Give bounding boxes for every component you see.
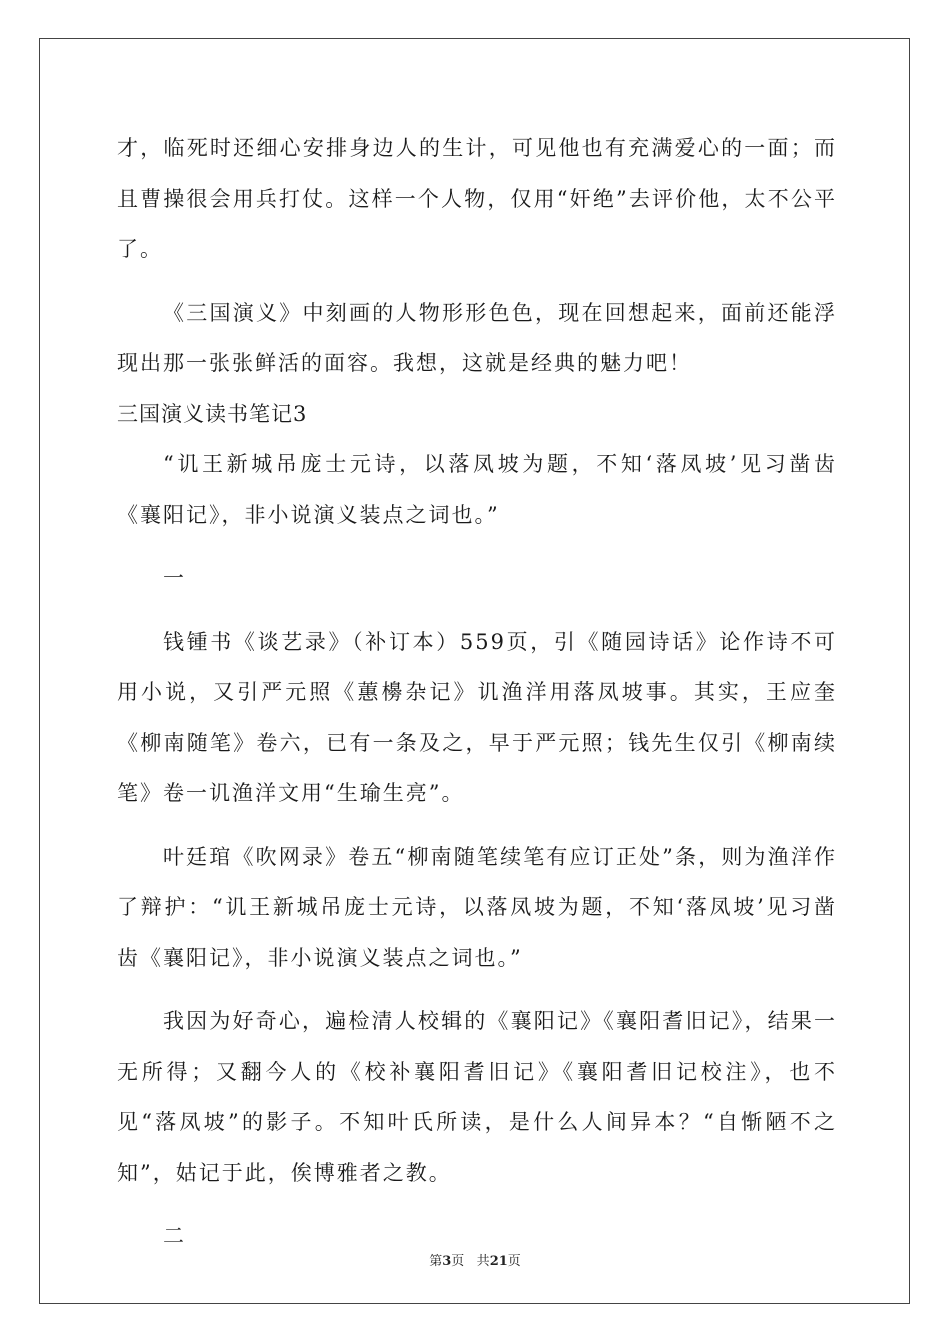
footer-prefix: 第 [429, 1254, 443, 1269]
paragraph-2: 《三国演义》中刻画的人物形形色色，现在回想起来，面前还能浮现出那一张张鲜活的面容。我想，这就是经典的魅力吧！ [117, 300, 837, 375]
section-number-2: 二 [163, 1224, 186, 1248]
document-body [117, 123, 837, 1262]
page-footer [0, 1250, 950, 1269]
section-number-1: 一 [163, 566, 186, 590]
paragraph-6: 我因为好奇心，遍检清人校辑的《襄阳记》《襄阳耆旧记》，结果一无所得；又翻今人的《校补襄阳耆旧记》《襄阳耆旧记校注》，也不见“落凤坡”的影子。不知叶氏所读，是什么人间异本？“自惭陋不之知”，姑记于此，俟博雅者之教。 [117, 1009, 837, 1185]
paragraph-3: “讥王新城吊庞士元诗，以落凤坡为题，不知‘落凤坡’见习凿齿《襄阳记》，非小说演义装点之词也。” [117, 452, 837, 527]
footer-page-number: 3 [442, 1254, 452, 1269]
section-heading: 三国演义读书笔记3 [117, 401, 308, 426]
paragraph-4: 钱锺书《谈艺录》（补订本）559页，引《随园诗话》论作诗不可用小说，又引严元照《蕙櫋杂记》讥渔洋用落凤坡事。其实，王应奎《柳南随笔》卷六，已有一条及之，早于严元照；钱先生仅引《柳南续笔》卷一讥渔洋文用“生瑜生亮”。 [117, 629, 837, 805]
footer-total-prefix: 共 [476, 1254, 490, 1269]
footer-total-pages: 21 [489, 1254, 508, 1269]
paragraph-1: 才，临死时还细心安排身边人的生计，可见他也有充满爱心的一面；而且曹操很会用兵打仗。这样一个人物，仅用“奸绝”去评价他，太不公平了。 [117, 136, 837, 261]
footer-total-suffix: 页 [507, 1254, 521, 1269]
paragraph-5: 叶廷琯《吹网录》卷五“柳南随笔续笔有应订正处”条，则为渔洋作了辩护：“讥王新城吊庞士元诗，以落凤坡为题，不知‘落凤坡’见习凿齿《襄阳记》，非小说演义装点之词也。” [117, 844, 837, 970]
footer-page-suffix: 页 [451, 1254, 465, 1269]
